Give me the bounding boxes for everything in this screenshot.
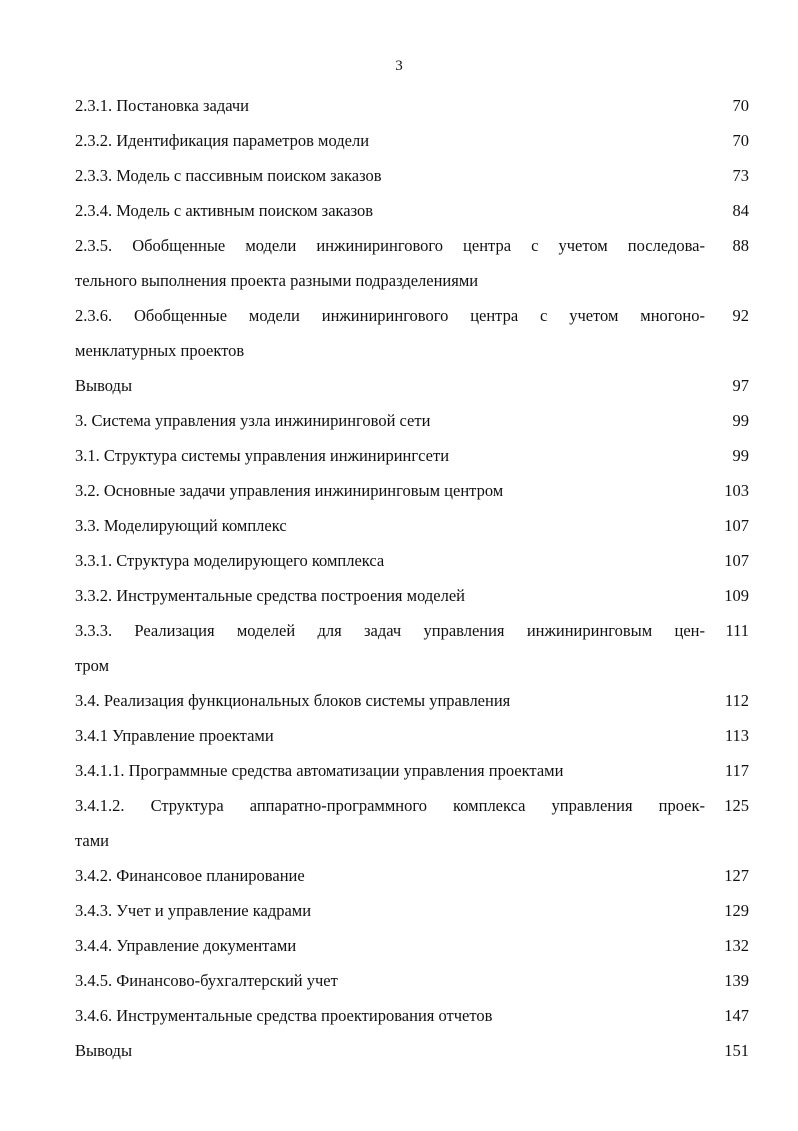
toc-entry-page: 109 — [724, 586, 749, 605]
toc-entry-page: 73 — [732, 166, 749, 185]
toc-entry-page: 107 — [724, 551, 749, 570]
toc-entry-page: 70 — [732, 96, 749, 115]
toc-entry-page: 127 — [724, 866, 749, 885]
toc-entry-page: 139 — [724, 971, 749, 990]
toc-entry — [75, 88, 755, 123]
toc-entry-title: 3.4.2. Финансовое планирование — [75, 866, 305, 885]
toc-entry-page: 103 — [724, 481, 749, 500]
toc-entry-page: 92 — [732, 306, 749, 325]
toc-entry-title-continuation: тельного выполнения проекта разными подразделениями — [75, 271, 479, 290]
toc-entry-title: 3.2. Основные задачи управления инжиниринговым центром — [75, 481, 504, 500]
toc-entry — [75, 158, 755, 193]
toc-entry-title-continuation: менклатурных проектов — [75, 341, 245, 360]
toc-entry — [75, 193, 755, 228]
toc-entry-page: 147 — [724, 1006, 749, 1025]
toc-entry-page: 113 — [724, 726, 749, 745]
toc-entry — [75, 753, 755, 788]
toc-entry-title: 3.4.1.2. Структура аппаратно-программного комплекса управления проек- — [75, 796, 705, 815]
toc-entry — [75, 788, 755, 823]
toc-entry-title: Выводы — [75, 376, 133, 395]
toc-entry-title: 2.3.4. Модель с активным поиском заказов — [75, 201, 374, 220]
toc-entry-title: 3.4.4. Управление документами — [75, 936, 297, 955]
toc-entry-page: 88 — [732, 236, 749, 255]
toc-entry — [75, 858, 755, 893]
toc-entry-page: 112 — [724, 691, 749, 710]
toc-entry — [75, 1033, 755, 1068]
toc-entry — [75, 718, 755, 753]
toc-entry-page: 129 — [724, 901, 749, 920]
toc-entry — [75, 228, 755, 263]
toc-entry-page: 99 — [732, 446, 749, 465]
toc-entry-page: 107 — [724, 516, 749, 535]
toc-entry-title: 3. Система управления узла инжиниринговой сети — [75, 411, 431, 430]
toc-entry — [75, 403, 755, 438]
toc-entry-page: 70 — [732, 131, 749, 150]
toc-entry-title: 3.4.1.1. Программные средства автоматизации управления проектами — [75, 761, 564, 780]
toc-entry-title: 3.3.2. Инструментальные средства построения моделей — [75, 586, 465, 605]
table-of-contents — [75, 88, 755, 1068]
toc-entry-title-continuation: тами — [75, 831, 110, 850]
toc-entry-page: 111 — [725, 621, 749, 640]
toc-entry-title: 3.1. Структура системы управления инжинирингсети — [75, 446, 450, 465]
toc-entry-title: 2.3.5. Обобщенные модели инжинирингового центра с учетом последова- — [75, 236, 705, 255]
toc-entry — [75, 123, 755, 158]
toc-entry — [75, 893, 755, 928]
toc-entry — [75, 683, 755, 718]
toc-entry-title: 3.4.3. Учет и управление кадрами — [75, 901, 312, 920]
toc-entry-title-continuation: тром — [75, 656, 110, 675]
toc-entry — [75, 298, 755, 333]
toc-entry — [75, 963, 755, 998]
toc-entry-page: 84 — [732, 201, 749, 220]
toc-entry-title: 3.4. Реализация функциональных блоков системы управления — [75, 691, 511, 710]
toc-entry — [75, 473, 755, 508]
toc-entry-title: 2.3.2. Идентификация параметров модели — [75, 131, 370, 150]
toc-entry — [75, 543, 755, 578]
toc-entry-title: 2.3.6. Обобщенные модели инжинирингового центра с учетом многоно- — [75, 306, 705, 325]
toc-entry-title: 3.3. Моделирующий комплекс — [75, 516, 287, 535]
toc-entry — [75, 368, 755, 403]
toc-entry-title: Выводы — [75, 1041, 133, 1060]
toc-entry — [75, 438, 755, 473]
page-number: 3 — [395, 58, 403, 74]
toc-entry-page: 97 — [732, 376, 749, 395]
toc-entry — [75, 928, 755, 963]
toc-entry-title: 3.4.5. Финансово-бухгалтерский учет — [75, 971, 338, 990]
toc-entry-title: 3.3.1. Структура моделирующего комплекса — [75, 551, 385, 570]
toc-entry — [75, 998, 755, 1033]
toc-entry-title: 2.3.3. Модель с пассивным поиском заказов — [75, 166, 382, 185]
toc-entry-title: 3.4.1 Управление проектами — [75, 726, 274, 745]
toc-entry — [75, 613, 755, 648]
toc-entry-page: 125 — [724, 796, 749, 815]
toc-entry-page: 117 — [724, 761, 749, 780]
toc-entry-title: 3.4.6. Инструментальные средства проектирования отчетов — [75, 1006, 493, 1025]
toc-entry-page: 132 — [724, 936, 749, 955]
toc-entry — [75, 508, 755, 543]
toc-entry-title: 2.3.1. Постановка задачи — [75, 96, 249, 115]
toc-entry-title: 3.3.3. Реализация моделей для задач управления инжиниринговым цен- — [75, 621, 705, 640]
toc-entry-page: 99 — [732, 411, 749, 430]
toc-entry — [75, 578, 755, 613]
toc-entry-page: 151 — [724, 1041, 749, 1060]
